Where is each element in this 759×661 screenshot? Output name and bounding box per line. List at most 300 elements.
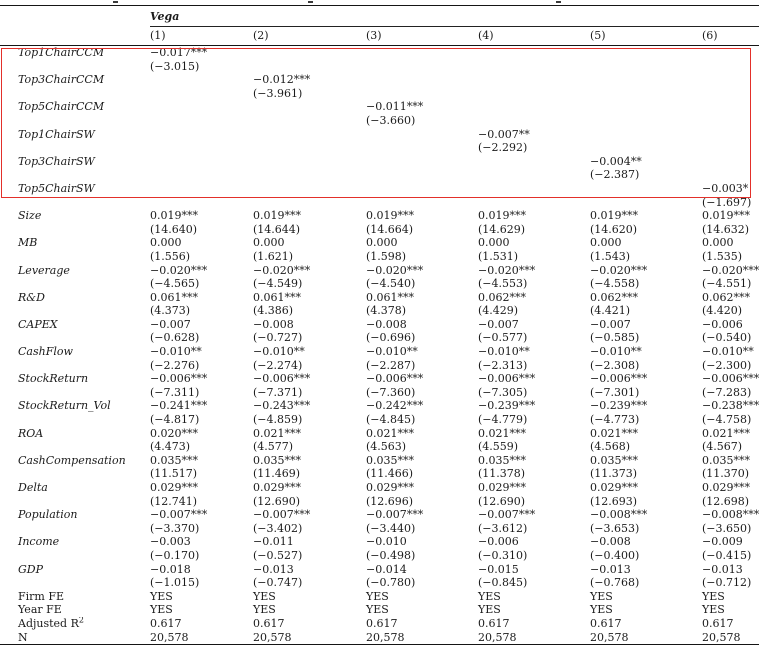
coefficient-cell: −0.007*** — [478, 508, 536, 522]
coefficient-cell: −0.018 — [150, 562, 191, 576]
tstat-cell: (−0.415) — [702, 548, 752, 562]
tstat-cell: (−3.660) — [366, 113, 416, 127]
coef-row — [0, 508, 759, 522]
coefficient-cell: 0.029*** — [590, 481, 638, 494]
tstat-cell — [235, 141, 348, 155]
tstat-cell: (−0.400) — [590, 548, 640, 562]
footer-label: Year FE — [18, 603, 62, 617]
coefficient-cell — [348, 128, 460, 142]
tstat-cell: (−0.585) — [590, 331, 640, 345]
footer-label: N — [18, 630, 28, 644]
tstat-cell: (−3.612) — [478, 521, 528, 535]
tstat-cell: (1.598) — [366, 249, 407, 263]
coefficient-cell — [348, 155, 460, 169]
tstat-cell — [235, 196, 348, 210]
dep-var-row — [0, 6, 759, 28]
coefficient-cell: −0.009 — [702, 535, 743, 549]
tstat-cell — [460, 87, 572, 101]
variable-label: Top3ChairSW — [18, 154, 95, 168]
tstat-cell: (−2.276) — [150, 358, 200, 372]
footer-row — [0, 603, 759, 617]
tstat-cell: (−4.773) — [590, 413, 640, 427]
coefficient-cell: −0.020*** — [590, 263, 648, 277]
coef-row — [0, 236, 759, 250]
footer-value-cell: 0.617 — [253, 616, 285, 630]
tstat-cell: (12.693) — [590, 494, 638, 508]
coefficient-cell: 0.061*** — [253, 290, 301, 304]
coefficient-cell: 0.035*** — [590, 453, 638, 467]
tstat-cell — [348, 168, 460, 182]
tstat-cell: (−4.540) — [366, 277, 416, 291]
tstat-row — [0, 87, 759, 101]
coefficient-cell: 0.029*** — [366, 481, 414, 494]
tstat-cell: (−0.768) — [590, 576, 640, 590]
coefficient-cell — [572, 128, 684, 142]
coefficient-cell: −0.006 — [478, 535, 519, 549]
tstat-row — [0, 467, 759, 481]
coefficient-cell: 0.000 — [702, 236, 734, 250]
tstat-cell: (4.378) — [366, 304, 407, 318]
coefficient-cell: 0.021*** — [366, 426, 414, 440]
tstat-row — [0, 277, 759, 291]
coef-row — [0, 399, 759, 413]
coefficient-cell — [460, 182, 572, 196]
tstat-cell: (−1.697) — [702, 195, 752, 209]
tstat-row — [0, 495, 759, 509]
tstat-cell — [348, 87, 460, 101]
variable-label: CashFlow — [18, 345, 73, 359]
empty-cell — [0, 549, 132, 563]
tstat-cell: (−4.549) — [253, 277, 303, 291]
tstat-cell: (−4.565) — [150, 277, 200, 291]
tstat-cell — [460, 196, 572, 210]
footer-value-cell: 0.617 — [702, 616, 734, 630]
cropped-caption-fragment — [308, 1, 313, 3]
coef-row — [0, 563, 759, 577]
tstat-cell — [460, 168, 572, 182]
coefficient-cell: 0.029*** — [702, 481, 750, 494]
coef-row — [0, 454, 759, 468]
coefficient-cell: −0.013 — [702, 562, 743, 576]
footer-value-cell: 20,578 — [366, 630, 405, 644]
coefficient-cell: −0.020*** — [150, 263, 208, 277]
tstat-cell: (−0.170) — [150, 548, 200, 562]
tstat-row — [0, 413, 759, 427]
coefficient-cell: −0.008*** — [590, 508, 648, 522]
tstat-cell: (−4.845) — [366, 413, 416, 427]
coefficient-cell — [572, 73, 684, 87]
tstat-cell: (−2.287) — [366, 358, 416, 372]
coefficient-cell: −0.008*** — [702, 508, 759, 522]
tstat-cell: (−4.817) — [150, 413, 200, 427]
tstat-row — [0, 549, 759, 563]
coefficient-cell — [348, 182, 460, 196]
tstat-cell: (14.640) — [150, 222, 198, 236]
coefficient-cell — [132, 155, 235, 169]
tstat-row — [0, 60, 759, 74]
tstat-cell: (−0.498) — [366, 548, 416, 562]
coef-row — [0, 209, 759, 223]
footer-value-cell: 20,578 — [590, 630, 629, 644]
footer-value-cell: YES — [150, 603, 173, 617]
empty-cell — [0, 6, 132, 28]
coef-row — [0, 372, 759, 386]
tstat-cell — [684, 168, 759, 182]
empty-cell — [0, 495, 132, 509]
coefficient-cell — [235, 46, 348, 60]
coefficient-cell: −0.010** — [590, 345, 642, 359]
empty-cell — [0, 359, 132, 373]
coefficient-cell — [572, 182, 684, 196]
tstat-cell: (−3.650) — [702, 521, 752, 535]
variable-label: CAPEX — [18, 317, 58, 331]
coefficient-cell: −0.006 — [702, 317, 743, 331]
coefficient-cell: 0.035*** — [478, 453, 526, 467]
coefficient-cell: −0.010 — [366, 535, 407, 549]
coefficient-cell: 0.019*** — [253, 209, 301, 223]
tstat-cell: (12.696) — [366, 494, 414, 508]
footer-value-cell: 20,578 — [478, 630, 517, 644]
column-header: (5) — [572, 27, 684, 46]
coefficient-cell: −0.006*** — [150, 372, 208, 386]
tstat-cell: (−4.558) — [590, 277, 640, 291]
coef-row — [0, 345, 759, 359]
empty-cell — [0, 168, 132, 182]
tstat-cell: (−0.696) — [366, 331, 416, 345]
tstat-cell: (−0.845) — [478, 576, 528, 590]
variable-label: Size — [18, 209, 42, 223]
coef-row — [0, 155, 759, 169]
coefficient-cell: −0.239*** — [478, 399, 536, 413]
coefficient-cell: 0.035*** — [253, 453, 301, 467]
coefficient-cell: −0.007 — [478, 317, 519, 331]
coefficient-cell: 0.019*** — [702, 209, 750, 223]
coefficient-cell — [684, 155, 759, 169]
footer-value-cell: YES — [150, 589, 173, 603]
coefficient-cell — [132, 100, 235, 114]
tstat-row — [0, 304, 759, 318]
column-header: (4) — [460, 27, 572, 46]
tstat-cell: (4.429) — [478, 304, 519, 318]
tstat-cell — [348, 60, 460, 74]
tstat-cell — [132, 196, 235, 210]
coefficient-cell: −0.015 — [478, 562, 519, 576]
tstat-cell: (−3.440) — [366, 521, 416, 535]
coefficient-cell — [460, 46, 572, 60]
tstat-cell: (4.567) — [702, 440, 743, 454]
coefficient-cell: −0.013 — [253, 562, 294, 576]
footer-value-cell: YES — [366, 589, 389, 603]
variable-label: Income — [18, 535, 60, 549]
coefficient-cell: 0.035*** — [150, 453, 198, 467]
coefficient-cell: −0.012*** — [253, 73, 311, 87]
tstat-cell: (4.473) — [150, 440, 191, 454]
coefficient-cell — [460, 155, 572, 169]
tstat-row — [0, 386, 759, 400]
coefficient-cell: −0.243*** — [253, 399, 311, 413]
tstat-cell: (11.370) — [702, 467, 750, 481]
tstat-cell: (−1.015) — [150, 576, 200, 590]
coefficient-cell: 0.061*** — [366, 290, 414, 304]
coefficient-cell: 0.019*** — [150, 209, 198, 223]
variable-label: GDP — [18, 562, 44, 576]
variable-label: Population — [18, 508, 78, 522]
coefficient-cell — [132, 128, 235, 142]
footer-value-cell: 0.617 — [590, 616, 622, 630]
variable-label: R&D — [18, 290, 45, 304]
footer-label: Adjusted $R^2$ — [18, 616, 84, 630]
coefficient-cell: −0.241*** — [150, 399, 208, 413]
tstat-cell — [684, 60, 759, 74]
empty-cell — [0, 576, 132, 590]
tstat-cell: (−2.387) — [590, 168, 640, 182]
coefficient-cell: −0.003 — [150, 535, 191, 549]
tstat-cell — [684, 114, 759, 128]
empty-cell — [0, 331, 132, 345]
tstat-row — [0, 250, 759, 264]
tstat-cell: (−2.274) — [253, 358, 303, 372]
variable-label: Top5ChairSW — [18, 181, 95, 195]
tstat-cell: (−4.551) — [702, 277, 752, 291]
tstat-cell — [132, 87, 235, 101]
column-numbers-row — [0, 27, 759, 46]
empty-cell — [0, 304, 132, 318]
tstat-cell: (11.466) — [366, 467, 414, 481]
column-header: (2) — [235, 27, 348, 46]
coefficient-cell: 0.000 — [150, 236, 182, 250]
coefficient-cell: 0.029*** — [478, 481, 526, 494]
coefficient-cell: −0.011*** — [366, 100, 424, 114]
tstat-cell: (12.698) — [702, 494, 750, 508]
coefficient-cell: 0.035*** — [366, 453, 414, 467]
coef-row — [0, 481, 759, 495]
coefficient-cell: −0.010** — [253, 345, 305, 359]
regression-table — [0, 5, 759, 645]
tstat-cell: (4.568) — [590, 440, 631, 454]
coefficient-cell: −0.010** — [478, 345, 530, 359]
tstat-cell: (−0.747) — [253, 576, 303, 590]
tstat-cell — [460, 60, 572, 74]
coefficient-cell — [572, 46, 684, 60]
coefficient-cell — [460, 100, 572, 114]
tstat-cell: (−7.371) — [253, 385, 303, 399]
variable-label: Leverage — [18, 263, 70, 277]
footer-value-cell: 20,578 — [702, 630, 741, 644]
coefficient-cell — [460, 73, 572, 87]
coefficient-cell: 0.062*** — [702, 290, 750, 304]
tstat-cell: (11.378) — [478, 467, 526, 481]
coefficient-cell: −0.006*** — [478, 372, 536, 386]
coefficient-cell: −0.014 — [366, 562, 407, 576]
coefficient-cell — [572, 100, 684, 114]
empty-cell — [0, 223, 132, 237]
tstat-cell: (−0.727) — [253, 331, 303, 345]
tstat-cell — [348, 141, 460, 155]
empty-cell — [0, 413, 132, 427]
coefficient-cell — [684, 73, 759, 87]
tstat-row — [0, 576, 759, 590]
coefficient-cell: −0.007*** — [366, 508, 424, 522]
coef-row — [0, 73, 759, 87]
coefficient-cell: 0.029*** — [253, 481, 301, 494]
coefficient-cell: −0.003* — [702, 181, 749, 195]
empty-cell — [0, 250, 132, 264]
footer-label: Firm FE — [18, 589, 64, 603]
coefficient-cell: −0.004** — [590, 154, 642, 168]
tstat-cell: (−0.780) — [366, 576, 416, 590]
footer-value-cell: YES — [702, 603, 725, 617]
coefficient-cell: −0.008 — [366, 317, 407, 331]
footer-value-cell: YES — [478, 589, 501, 603]
tstat-row — [0, 141, 759, 155]
tstat-cell — [684, 141, 759, 155]
coef-row — [0, 182, 759, 196]
coefficient-cell: 0.000 — [478, 236, 510, 250]
tstat-cell: (11.517) — [150, 467, 198, 481]
coef-row — [0, 264, 759, 278]
variable-label: StockReturn_Vol — [18, 399, 111, 413]
coefficient-cell: −0.010** — [150, 345, 202, 359]
tstat-cell: (−3.402) — [253, 521, 303, 535]
coefficient-cell: −0.010** — [702, 345, 754, 359]
tstat-cell: (1.531) — [478, 249, 519, 263]
tstat-cell — [572, 141, 684, 155]
coef-row — [0, 128, 759, 142]
coefficient-cell — [684, 100, 759, 114]
cropped-caption-fragment — [556, 1, 561, 3]
tstat-cell: (−0.628) — [150, 331, 200, 345]
tstat-cell — [460, 114, 572, 128]
tstat-cell: (12.690) — [253, 494, 301, 508]
coefficient-cell: 0.021*** — [702, 426, 750, 440]
coef-row — [0, 46, 759, 60]
tstat-cell — [132, 168, 235, 182]
variable-label: Top5ChairCCM — [18, 100, 105, 114]
tstat-row — [0, 196, 759, 210]
tstat-cell: (14.629) — [478, 222, 526, 236]
tstat-cell: (−0.577) — [478, 331, 528, 345]
coefficient-cell: 0.021*** — [253, 426, 301, 440]
tstat-cell — [235, 168, 348, 182]
coefficient-cell: −0.007 — [150, 317, 191, 331]
tstat-cell: (1.556) — [150, 249, 191, 263]
coefficient-cell: 0.020*** — [150, 426, 198, 440]
column-header: (1) — [132, 27, 235, 46]
coefficient-cell: 0.029*** — [150, 481, 198, 494]
tstat-cell — [235, 60, 348, 74]
coefficient-cell: −0.011 — [253, 535, 294, 549]
tstat-cell: (4.563) — [366, 440, 407, 454]
tstat-cell: (−3.370) — [150, 521, 200, 535]
table-body — [0, 46, 759, 645]
tstat-cell: (−0.540) — [702, 331, 752, 345]
coefficient-cell: −0.008 — [590, 535, 631, 549]
variable-label: Top3ChairCCM — [18, 73, 105, 87]
coefficient-cell: −0.008 — [253, 317, 294, 331]
footer-value-cell: 0.617 — [366, 616, 398, 630]
tstat-cell: (11.373) — [590, 467, 638, 481]
superscript: 2 — [78, 616, 84, 625]
coefficient-cell: −0.020*** — [478, 263, 536, 277]
variable-label: Delta — [18, 481, 48, 494]
coef-row — [0, 100, 759, 114]
tstat-cell — [348, 196, 460, 210]
tstat-cell: (−7.360) — [366, 385, 416, 399]
tstat-cell: (14.664) — [366, 222, 414, 236]
coef-row — [0, 427, 759, 441]
coef-row — [0, 318, 759, 332]
tstat-cell: (−7.283) — [702, 385, 752, 399]
tstat-cell — [235, 114, 348, 128]
footer-value-cell: 20,578 — [150, 630, 189, 644]
tstat-cell: (4.559) — [478, 440, 519, 454]
coefficient-cell — [235, 100, 348, 114]
coefficient-cell: −0.017*** — [150, 46, 208, 59]
tstat-cell: (−4.859) — [253, 413, 303, 427]
coefficient-cell — [132, 182, 235, 196]
tstat-row — [0, 223, 759, 237]
tstat-cell: (1.621) — [253, 249, 294, 263]
tstat-cell — [572, 114, 684, 128]
coefficient-cell: 0.000 — [590, 236, 622, 250]
coefficient-cell: −0.013 — [590, 562, 631, 576]
coefficient-cell: −0.007*** — [150, 508, 208, 522]
variable-label: StockReturn — [18, 372, 89, 386]
empty-cell — [0, 114, 132, 128]
empty-cell — [0, 522, 132, 536]
cropped-caption-fragment — [113, 1, 118, 3]
coefficient-cell: −0.238*** — [702, 399, 759, 413]
tstat-row — [0, 440, 759, 454]
empty-cell — [0, 60, 132, 74]
footer-value-cell: YES — [590, 603, 613, 617]
coefficient-cell: −0.007** — [478, 127, 530, 141]
coefficient-cell: 0.061*** — [150, 290, 198, 304]
coefficient-cell — [235, 182, 348, 196]
coefficient-cell: 0.019*** — [590, 209, 638, 223]
variable-label: MB — [18, 236, 38, 250]
coefficient-cell: −0.020*** — [702, 263, 759, 277]
tstat-cell: (1.543) — [590, 249, 631, 263]
footer-value-cell: YES — [366, 603, 389, 617]
coefficient-cell: 0.019*** — [366, 209, 414, 223]
tstat-row — [0, 114, 759, 128]
coefficient-cell — [235, 155, 348, 169]
footer-value-cell: YES — [478, 603, 501, 617]
coefficient-cell — [132, 73, 235, 87]
tstat-cell — [572, 87, 684, 101]
tstat-cell: (−2.292) — [478, 141, 528, 155]
tstat-cell: (1.535) — [702, 249, 743, 263]
coefficient-cell: −0.006*** — [590, 372, 648, 386]
tstat-cell: (14.632) — [702, 222, 750, 236]
tstat-cell: (14.620) — [590, 222, 638, 236]
empty-cell — [0, 386, 132, 400]
variable-label: Top1ChairSW — [18, 127, 95, 141]
coefficient-cell: 0.035*** — [702, 453, 750, 467]
tstat-cell — [132, 114, 235, 128]
tstat-cell: (−4.779) — [478, 413, 528, 427]
tstat-cell: (−4.553) — [478, 277, 528, 291]
empty-cell — [0, 440, 132, 454]
empty-cell — [0, 141, 132, 155]
empty-cell — [0, 87, 132, 101]
tstat-row — [0, 359, 759, 373]
coefficient-cell: −0.006*** — [366, 372, 424, 386]
coefficient-cell — [348, 73, 460, 87]
tstat-cell — [572, 60, 684, 74]
coefficient-cell — [684, 46, 759, 60]
